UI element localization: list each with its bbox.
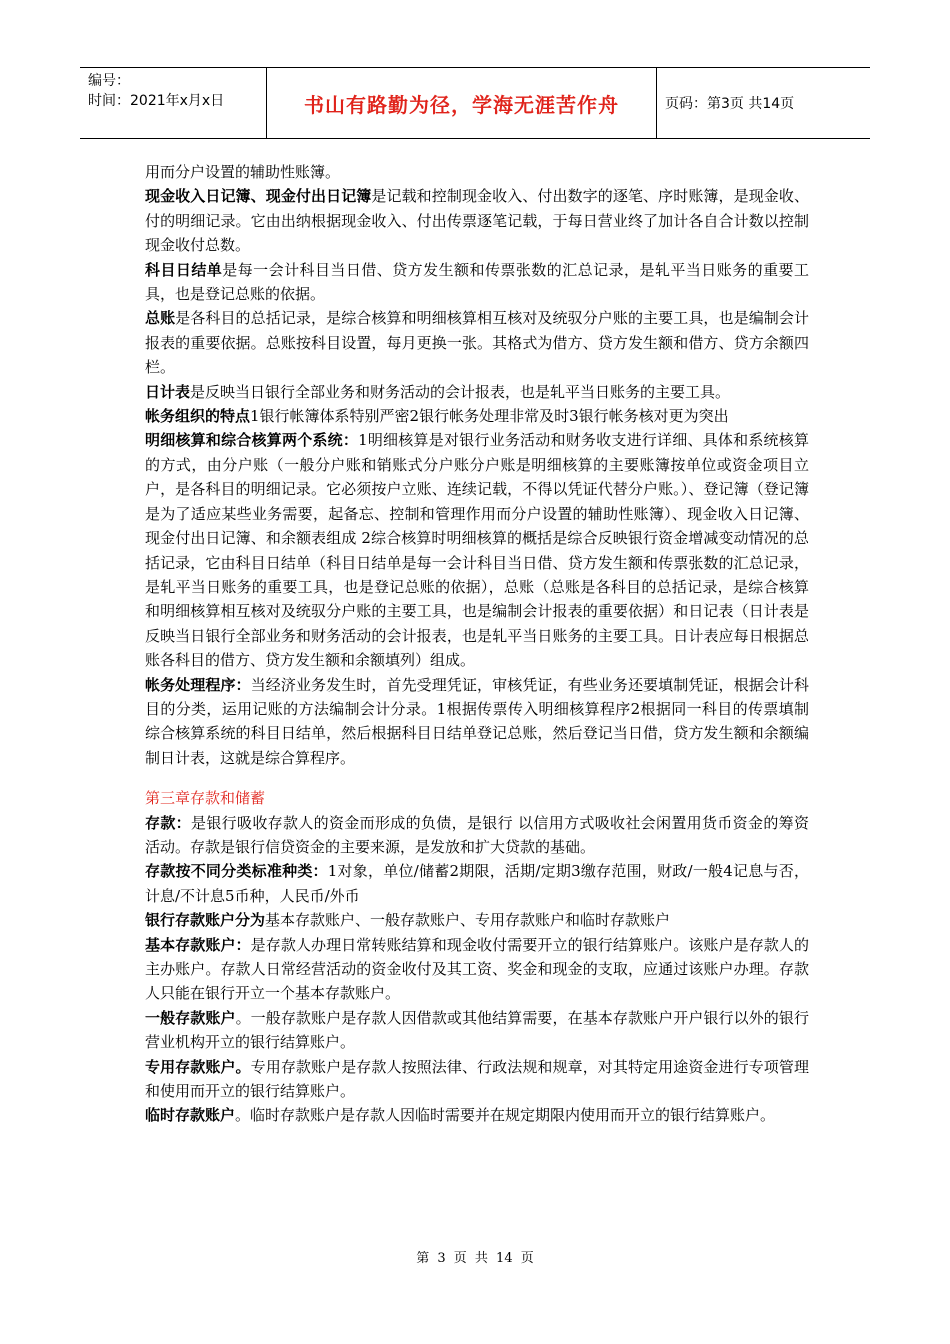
- term: 明细核算和综合核算两个系统：: [145, 431, 359, 450]
- term: 一般存款账户: [145, 1008, 236, 1027]
- number-label: 编号：: [88, 73, 130, 89]
- page-header: [80, 67, 870, 139]
- header-motto-cell: [267, 68, 657, 138]
- page-info: 页码：第3页 共14页: [665, 96, 795, 112]
- paragraph: 日计表是反映当日银行全部业务和财务活动的会计报表，也是轧平当日账务的主要工具。: [145, 382, 731, 401]
- term: 现金收入日记簿、现金付出日记簿: [145, 187, 372, 206]
- header-meta: [80, 68, 267, 138]
- paragraph: 帐务处理程序：当经济业务发生时，首先受理凭证，审核凭证，有些业务还要填制凭证，根据会计科目的分类，运用记账的方法编制会计分录。1根据传票传入明细核算程序2根据同一科目的传票填制综合核算系统的科目日结单，然后根据科目日结单登记总账，然后登记当日借，贷方发生额和余额编制日计表，这就是综合算程序。: [145, 675, 809, 767]
- term: 存款：: [145, 813, 191, 832]
- term: 帐务组织的特点: [145, 407, 251, 426]
- term: 存款按不同分类标准种类：: [145, 862, 328, 881]
- term: 科目日结单: [145, 260, 223, 279]
- term: 日计表: [145, 382, 191, 401]
- term: 专用存款账户。: [145, 1057, 251, 1076]
- paragraph: 明细核算和综合核算两个系统：1明细核算是对银行业务活动和财务收支进行详细、具体和系统核算的方式，由分户账（一般分户账和销账式分户账分户账是明细核算的主要账簿按单位或资金项目立户，是各科目的明细记录。它必须按户立账、连续记载，不得以凭证代替分户账。）、登记簿（登记簿是为了适应某些业务需要，起备忘、控制和管理作用而分户设置的辅助性账簿）、现金收入日记簿、现金付出日记簿、和余额表组成 2综合核算时明细核算的概括是综合反映银行资金增减变动情况的总括记录，它由科目日结单（科目日结单是每一会计科目当日借、贷方发生额和传票张数的汇总记录，是轧平当日账务的重要工具，也是登记总账的依据），总账（总账是各科目的总括记录，是综合核算和明细核算相互核对及统驭分户账的主要工具，也是编制会计报表的重要依据）和日记表（日计表是反映当日银行全部业务和财务活动的会计报表，也是轧平当日账务的主要工具。日计表应每日根据总账各科目的借方、贷方发生额和余额填列）组成。: [145, 431, 809, 670]
- page-footer: 第 3 页 共 14 页: [416, 1251, 534, 1266]
- date-label: 时间：2021年x月x日: [88, 93, 225, 109]
- paragraph: 科目日结单是每一会计科目当日借、贷方发生额和传票张数的汇总记录，是轧平当日账务的重要工具，也是登记总账的依据。: [145, 260, 809, 304]
- paragraph: 帐务组织的特点1银行帐簿体系特别严密2银行帐务处理非常及时3银行帐务核对更为突出: [145, 407, 729, 426]
- header-page-info: [657, 68, 870, 138]
- paragraph: 银行存款账户分为基本存款账户、一般存款账户、专用存款账户和临时存款账户: [145, 911, 671, 930]
- paragraph: 基本存款账户：是存款人办理日常转账结算和现金收付需要开立的银行结算账户。该账户是存款人的主办账户。存款人日常经营活动的资金收付及其工资、奖金和现金的支取，应通过该账户办理。存款人只能在银行开立一个基本存款账户。: [145, 935, 809, 1003]
- paragraph: 专用存款账户。专用存款账户是存款人按照法律、行政法规和规章，对其特定用途资金进行专项管理和使用而开立的银行结算账户。: [145, 1057, 809, 1101]
- term: 基本存款账户：: [145, 935, 251, 954]
- paragraph: 存款：是银行吸收存款人的资金而形成的负债，是银行 以信用方式吸收社会闲置用货币资金的筹资活动。存款是银行信贷资金的主要来源，是发放和扩大贷款的基础。: [145, 813, 809, 856]
- paragraph: 现金收入日记簿、现金付出日记簿是记载和控制现金收入、付出数字的逐笔、序时账簿，是现金收、付的明细记录。它由出纳根据现金收入、付出传票逐笔记载，于每日营业终了加计各自合计数以控制现金收付总数。: [145, 187, 809, 255]
- motto: 书山有路勤为径，学海无涯苦作舟: [304, 92, 619, 117]
- paragraph: 总账是各科目的总括记录，是综合核算和明细核算相互核对及统驭分户账的主要工具，也是编制会计报表的重要依据。总账按科目设置，每月更换一张。其格式为借方、贷方发生额和借方、贷方余额四栏。: [145, 309, 809, 377]
- paragraph: 临时存款账户。临时存款账户是存款人因临时需要并在规定期限内使用而开立的银行结算账户。: [145, 1106, 776, 1125]
- paragraph: 用而分户设置的辅助性账簿。: [145, 163, 341, 181]
- document-body: [145, 160, 809, 1128]
- chapter-title: 第三章存款和储蓄: [145, 789, 266, 808]
- paragraph: 存款按不同分类标准种类：1对象，单位/储蓄2期限，活期/定期3缴存范围，财政/一般4记息与否，计息/不计息5币种，人民币/外币: [145, 862, 809, 905]
- term: 银行存款账户分为: [145, 911, 266, 930]
- term: 临时存款账户: [145, 1106, 236, 1125]
- paragraph: 一般存款账户。一般存款账户是存款人因借款或其他结算需要，在基本存款账户开户银行以外的银行营业机构开立的银行结算账户。: [145, 1008, 809, 1052]
- term: 帐务处理程序：: [145, 675, 251, 694]
- term: 总账: [145, 309, 176, 328]
